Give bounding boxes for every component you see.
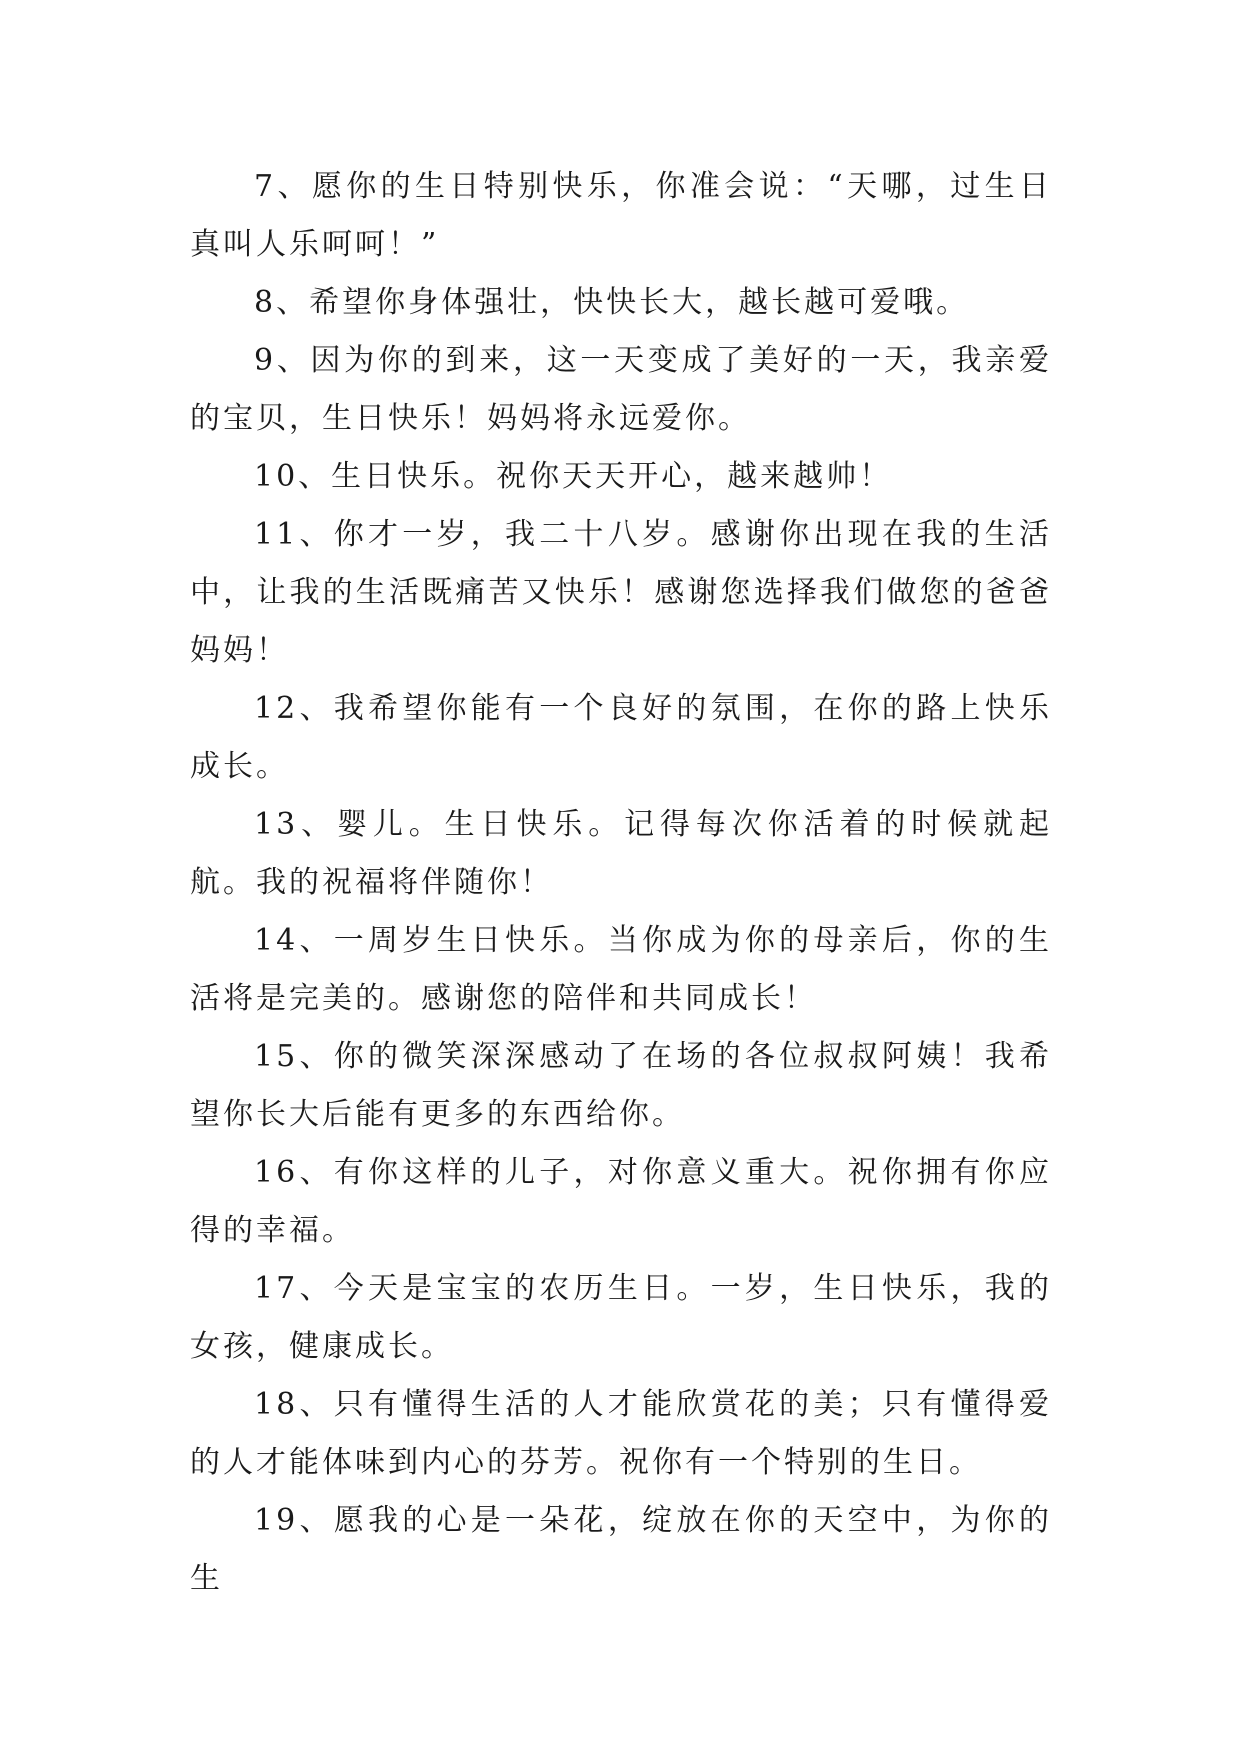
document-body	[190, 158, 1052, 1608]
paragraph-12: 12、我希望你能有一个良好的氛围，在你的路上快乐成长。	[190, 691, 1052, 784]
paragraph-15: 15、你的微笑深深感动了在场的各位叔叔阿姨！我希望你长大后能有更多的东西给你。	[190, 1039, 1052, 1132]
paragraph-14: 14、一周岁生日快乐。当你成为你的母亲后，你的生活将是完美的。感谢您的陪伴和共同成长！	[190, 923, 1052, 1016]
paragraph-7: 7、愿你的生日特别快乐，你准会说：“天哪，过生日真叫人乐呵呵！”	[190, 169, 1052, 262]
paragraph-18: 18、只有懂得生活的人才能欣赏花的美；只有懂得爱的人才能体味到内心的芬芳。祝你有一个特别的生日。	[190, 1387, 1052, 1480]
paragraph-17: 17、今天是宝宝的农历生日。一岁，生日快乐，我的女孩，健康成长。	[190, 1271, 1052, 1364]
paragraph-8: 8、希望你身体强壮，快快长大，越长越可爱哦。	[254, 285, 970, 320]
paragraph-13: 13、婴儿。生日快乐。记得每次你活着的时候就起航。我的祝福将伴随你！	[190, 807, 1052, 900]
paragraph-11: 11、你才一岁，我二十八岁。感谢你出现在我的生活中，让我的生活既痛苦又快乐！感谢您选择我们做您的爸爸妈妈！	[190, 517, 1052, 668]
paragraph-9: 9、因为你的到来，这一天变成了美好的一天，我亲爱的宝贝，生日快乐！妈妈将永远爱你。	[190, 343, 1052, 436]
paragraph-10: 10、生日快乐。祝你天天开心，越来越帅！	[254, 459, 893, 494]
paragraph-19: 19、愿我的心是一朵花，绽放在你的天空中，为你的生	[190, 1503, 1052, 1596]
paragraph-16: 16、有你这样的儿子，对你意义重大。祝你拥有你应得的幸福。	[190, 1155, 1052, 1248]
